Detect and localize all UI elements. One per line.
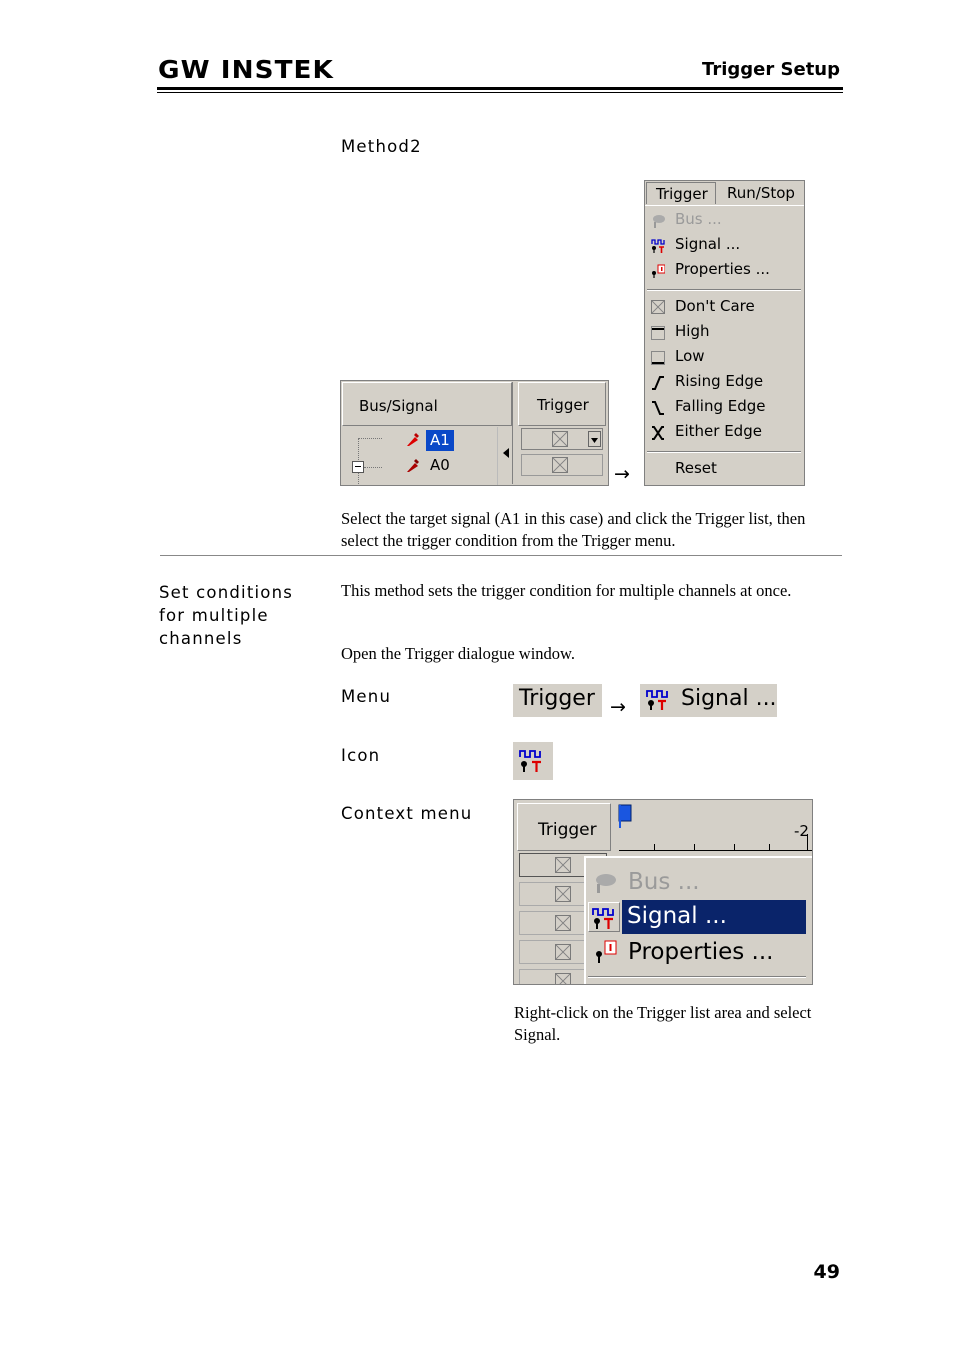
- bus-icon: [592, 872, 618, 894]
- collapse-icon[interactable]: [352, 461, 364, 473]
- signal-icon: [646, 689, 668, 711]
- menu-item-low[interactable]: Low: [645, 345, 802, 370]
- page-number: 49: [813, 1261, 840, 1283]
- signal-a1[interactable]: A1: [426, 430, 454, 451]
- section-divider: [160, 555, 842, 556]
- high-icon: [651, 325, 665, 339]
- context-popup: [584, 856, 813, 985]
- trigger-cell-a0[interactable]: [521, 454, 603, 476]
- timeline-ruler[interactable]: [614, 800, 812, 856]
- context-label: Context menu: [341, 804, 473, 823]
- bus-icon: [651, 213, 665, 227]
- gw-instek-logo: GW INSTEK: [158, 55, 334, 84]
- menu-item-either-edge[interactable]: Either Edge: [645, 420, 802, 445]
- header-rule: [157, 87, 843, 90]
- header-rule-thin: [157, 92, 843, 93]
- menu-item-falling-edge[interactable]: Falling Edge: [645, 395, 802, 420]
- multi-heading: Set conditions for multiple channels: [159, 583, 294, 648]
- grid-scroll[interactable]: [497, 427, 512, 485]
- falling-edge-icon: [651, 400, 665, 414]
- rising-edge-icon: [651, 375, 665, 389]
- signal-icon: [651, 238, 665, 252]
- menu-signal-label: Signal ...: [681, 686, 777, 711]
- menu-item-reset[interactable]: Reset: [675, 459, 717, 477]
- either-edge-icon: [651, 425, 665, 439]
- menu-tab-trigger[interactable]: Trigger: [646, 182, 716, 204]
- signal-icon: [588, 902, 620, 932]
- arrow: →: [614, 463, 630, 485]
- menu-label: Menu: [341, 687, 392, 706]
- menu-signal-button[interactable]: [640, 684, 777, 717]
- properties-icon: [594, 940, 618, 964]
- method2-caption: Select the target signal (A1 in this case) and click the Trigger list, then select the trigger condition from the Trigger menu.: [341, 509, 806, 550]
- context-item-properties[interactable]: Properties ...: [586, 936, 808, 970]
- context-item-bus[interactable]: Bus ...: [586, 866, 808, 900]
- menu-arrow: →: [610, 696, 626, 718]
- signal-highlight: Signal ...: [622, 900, 806, 934]
- menu-trigger-label: Trigger: [519, 686, 595, 711]
- context-item-signal[interactable]: [588, 900, 806, 934]
- context-menu-screenshot: [513, 799, 813, 985]
- trigger-header[interactable]: [518, 382, 606, 426]
- multi-open: Open the Trigger dialogue window.: [341, 644, 576, 663]
- probe-icon: [405, 431, 421, 447]
- properties-icon: [651, 263, 665, 277]
- menu-trigger-button[interactable]: [513, 684, 602, 717]
- trigger-header-label: Trigger: [537, 396, 589, 414]
- section-title: Trigger Setup: [702, 59, 840, 80]
- menu-item-properties[interactable]: Properties ...: [645, 258, 802, 283]
- menu-item-high[interactable]: High: [645, 320, 802, 345]
- low-icon: [651, 350, 665, 364]
- bus-signal-header[interactable]: [342, 382, 512, 426]
- icon-label: Icon: [341, 746, 381, 765]
- bus-signal-header-label: Bus/Signal: [359, 397, 438, 415]
- context-caption: Right-click on the Trigger list area and select Signal.: [514, 1003, 812, 1044]
- signal-toolbar-button[interactable]: [513, 742, 553, 780]
- context-trigger-header[interactable]: Trigger: [517, 803, 611, 851]
- signal-a0[interactable]: A0: [430, 456, 450, 474]
- menu-item-dont-care[interactable]: Don't Care: [645, 295, 802, 320]
- ruler-label: -2: [794, 822, 809, 840]
- dropdown-arrow-icon[interactable]: [588, 431, 601, 447]
- multi-intro: This method sets the trigger condition for multiple channels at once.: [341, 581, 792, 600]
- trigger-menu: [644, 180, 805, 486]
- menu-item-signal[interactable]: Signal ...: [645, 233, 802, 258]
- probe-icon: [405, 457, 421, 473]
- method2-heading: Method2: [341, 137, 422, 156]
- menu-tab-run-stop[interactable]: Run/Stop: [727, 184, 795, 202]
- column-splitter[interactable]: [512, 382, 517, 484]
- menu-item-bus[interactable]: Bus ...: [645, 208, 802, 233]
- flag-icon: [618, 804, 634, 828]
- trigger-cell-a1[interactable]: [521, 428, 603, 450]
- menu-item-rising-edge[interactable]: Rising Edge: [645, 370, 802, 395]
- bus-signal-grid: [340, 380, 609, 486]
- signal-icon: [519, 749, 545, 773]
- dont-care-icon: [651, 300, 665, 314]
